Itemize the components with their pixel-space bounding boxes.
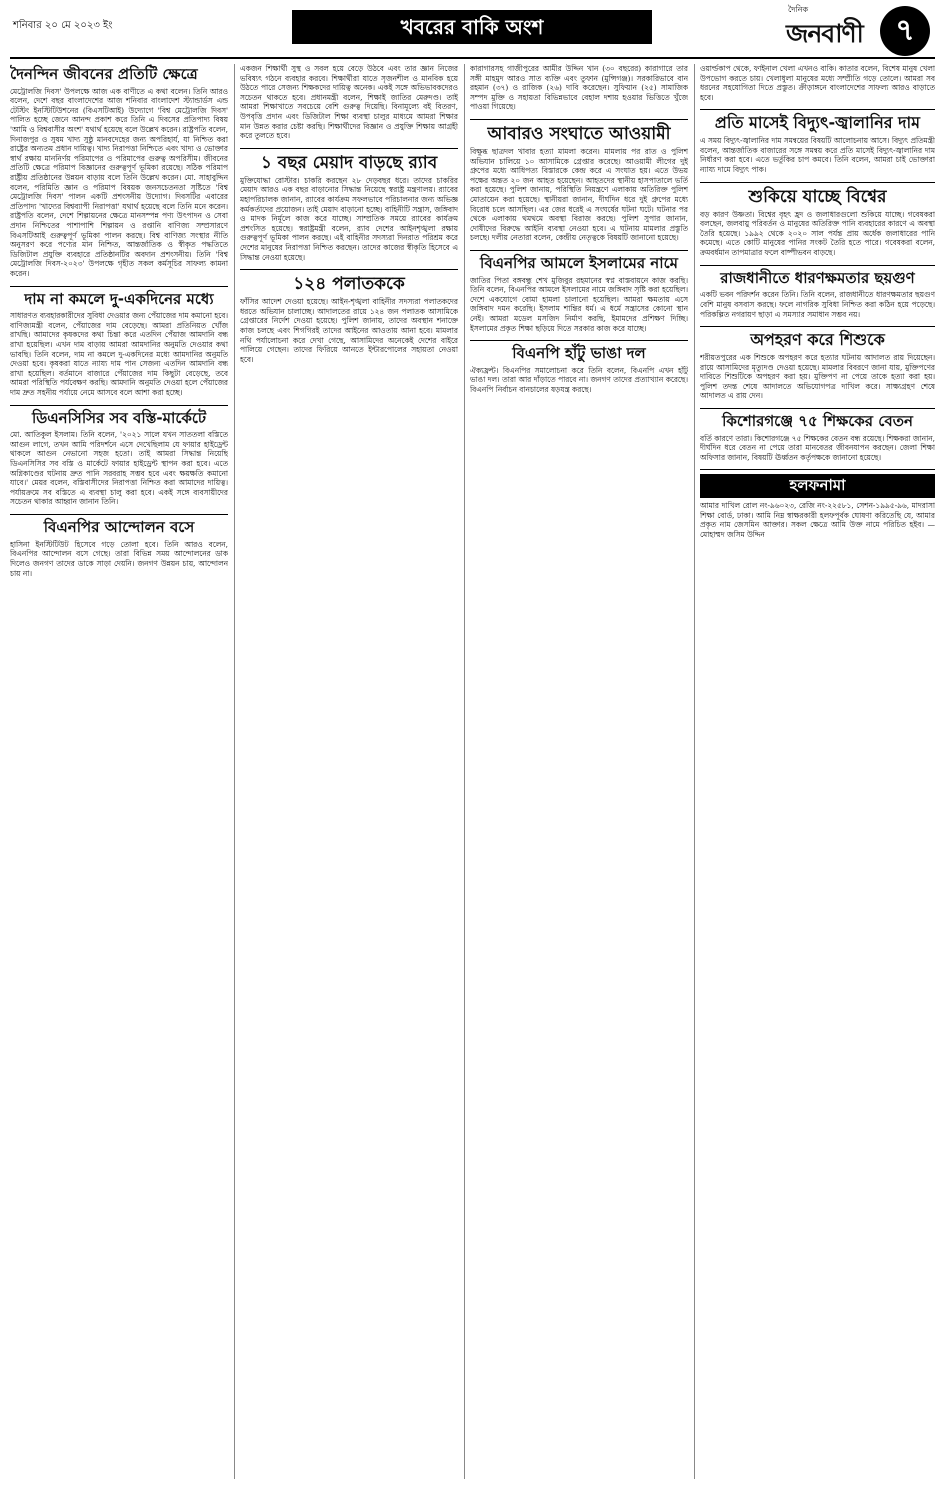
- article-body: বিক্ষুব্ধ ছাত্রদল খাবার হত্যা মামলা করেন। মামলায় পর রাত ও পুলিশ অভিযান চালিয়ে ১০ আসামিকে গ্রেপ্তার করেছে। আওয়ামী লীগের দুই গ্রুপের মধ্যে আধিপত্য বিস্তারকে কেন্দ্র করে এ সংঘাত হয়। এতে উভয় পক্ষের অন্তত ২০ জন আহত হয়েছেন। আহতদের স্থানীয় হাসপাতালে ভর্তি করা হয়েছে। পুলিশ জানায়, পরিস্থিতি নিয়ন্ত্রণে এলাকায় অতিরিক্ত পুলিশ মোতায়েন করা হয়েছে। স্থানীয়রা জানান, দীর্ঘদিন ধরে দুই গ্রুপের মধ্যে বিরোধ চলে আসছিল। এর জের ধরেই এ সংঘর্ষের ঘটনা ঘটে। ঘটনার পর থেকে এলাকায় থমথমে অবস্থা বিরাজ করছে। পুলিশ সুপার জানান, দোষীদের বিরুদ্ধে আইনি ব্যবস্থা নেওয়া হবে। এ ঘটনায় মামলার প্রস্তুতি চলছে। দলীয় নেতারা বলেন, কেন্দ্রীয় নেতৃত্বকে বিষয়টি জানানো হয়েছে।: [470, 147, 688, 243]
- article-divider: [700, 265, 935, 266]
- article-headline: বিএনপির আমলে ইসলামের নামে: [480, 253, 678, 272]
- article-headline: কিশোরগঞ্জে ৭৫ শিক্ষকের বেতন: [722, 411, 913, 430]
- article-headline: আবারও সংঘাতে আওয়ামী: [487, 123, 671, 144]
- article-headline: ডিএনসিসির সব বস্তি-মার্কেটে: [31, 408, 207, 427]
- article-divider: [470, 250, 688, 251]
- article-divider: [700, 408, 935, 409]
- news-article: [10, 64, 228, 279]
- article-divider: [470, 119, 688, 120]
- news-article: [700, 405, 935, 462]
- article-body: শরীয়তপুরের এক শিশুকে অপহরণ করে হত্যার ঘটনায় আদালত রায় দিয়েছেন। রায়ে আসামিদের মৃত্যুদণ্ড দেওয়া হয়েছে। মামলার বিবরণে জানা যায়, মুক্তিপণের দাবিতে শিশুটিকে অপহরণ করা হয়। মুক্তিপণ না পেয়ে তাকে হত্যা করা হয়। পুলিশ তদন্ত শেষে আদালতে অভিযোগপত্র দাখিল করে। সাক্ষ্যগ্রহণ শেষে আদালত এ রায় দেন।: [700, 352, 935, 401]
- article-divider: [10, 405, 228, 406]
- news-article: [240, 64, 458, 141]
- article-body: জাতির পিতা বঙ্গবন্ধু শেখ মুজিবুর রহমানের স্বপ্ন বাস্তবায়নে কাজ করছি। তিনি বলেন, বিএনপির আমলে ইসলামের নামে জঙ্গিবাদ সৃষ্টি করা হয়েছিল। দেশে একযোগে বোমা হামলা চালানো হয়েছিল। আমরা ক্ষমতায় এসে জঙ্গিবাদ দমন করেছি। ইসলাম শান্তির ধর্ম। এ ধর্মে সন্ত্রাসের কোনো স্থান নেই। আমরা মডেল মসজিদ নির্মাণ করছি, ইমামদের প্রশিক্ষণ দিচ্ছি। ইসলামের প্রকৃত শিক্ষা ছড়িয়ে দিতে সরকার কাজ করে যাচ্ছে।: [470, 275, 688, 333]
- news-article: [10, 511, 228, 578]
- article-body: মো. আতিকুল ইসলাম। তিনি বলেন, '২০২১ সালে যখন সাততলা বস্তিতে আগুন লাগে, তখন আমি পরিদর্শনে এসে দেখেছিলাম যে ফায়ার হাইড্রেন্ট থাকলে আগুন নেভানো সহজ হতো। তাই আমরা সিদ্ধান্ত নিয়েছি ডিএনসিসির সব বস্তি ও মার্কেটে ফায়ার হাইড্রেন্ট স্থাপন করা হবে। এতে অগ্নিকাণ্ডের ঘটনায় দ্রুত পানি সরবরাহ সম্ভব হবে এবং ক্ষয়ক্ষতি কমানো যাবে।' মেয়র বলেন, বস্তিবাসীদের নিরাপত্তা নিশ্চিত করা আমাদের দায়িত্ব। পর্যায়ক্রমে সব বস্তিতে এ ব্যবস্থা চালু করা হবে। একই সঙ্গে ব্যবসায়ীদের সচেতন থাকার আহ্বান জানান তিনি।: [10, 430, 228, 507]
- news-article: [700, 179, 935, 258]
- article-body: কারাগারসহ গাজীপুরের আমীর উদ্দিন খান (৩০ বছরের) কারাগারে তার সঙ্গী মাহমুদ আরও সাত ব্যক্তি এবং তুফান (মুন্সিগঞ্জ)। সরকারিভাবে বান রহমান (৩৭) ও রাজিক (২৬) দাবি করেছেন। সুফিয়ান (২৫) সামাজিক সম্পদ মুক্তি ও সহায়তা বিভিন্নভাবে বেহাল দশায় হওয়ার ভিত্তিতে খুঁজে পাওয়া গিয়েছে।: [470, 64, 688, 112]
- section-title: খবরের বাকি অংশ: [292, 10, 652, 44]
- article-body: মুক্তিযোদ্ধা রোস্টার। চাকরি করছেন ২৮ দেড়বছর ধরে। তাদের চাকরির মেয়াদ আরও এক বছর বাড়ানোর সিদ্ধান্ত নিয়েছে স্বরাষ্ট্র মন্ত্রণালয়। র‍্যাবের মহাপরিচালক জানান, র‍্যাবের কার্যক্রম সফলভাবে পরিচালনার জন্য অভিজ্ঞ কর্মকর্তাদের প্রয়োজন। তাই মেয়াদ বাড়ানো হচ্ছে। বাহিনীটি সন্ত্রাস, জঙ্গিবাদ ও মাদক নির্মূলে কাজ করে যাচ্ছে। সাম্প্রতিক সময়ে র‍্যাবের কার্যক্রম প্রশংসিত হয়েছে। স্বরাষ্ট্রমন্ত্রী বলেন, র‍্যাব দেশের আইনশৃঙ্খলা রক্ষায় গুরুত্বপূর্ণ ভূমিকা পালন করছে। এই বাহিনীর সদস্যরা দিনরাত পরিশ্রম করে দেশের মানুষের নিরাপত্তা নিশ্চিত করছেন। তাদের কাজের স্বীকৃতি হিসেবে এ সিদ্ধান্ত নেওয়া হয়েছে।: [240, 175, 458, 262]
- article-divider: [700, 182, 935, 183]
- news-article: [470, 64, 688, 112]
- news-article: [470, 116, 688, 243]
- column-divider: [694, 64, 695, 1479]
- column-2: [240, 64, 458, 1479]
- article-headline: শুকিয়ে যাচ্ছে বিশ্বের: [748, 186, 887, 207]
- news-article: [10, 283, 228, 398]
- daily-label: দৈনিক: [788, 5, 809, 14]
- article-body: ওয়ার্ল্ডকাপ থেকে, ফাইনাল খেলা এখনও বাকি। কাতার বলেন, বিশেষ মানুষ খেলা উপভোগ করতে চায়। খেলাধুলা মানুষের মধ্যে সম্প্রীতি গড়ে তোলে। আমরা সব ধরনের সহযোগিতা দিতে প্রস্তুত। ক্রীড়াঙ্গনে বাংলাদেশের সাফল্য আরও বাড়াতে হবে।: [700, 64, 935, 102]
- news-article: [240, 145, 458, 262]
- article-body: সাধারণত ব্যবহারকারীদের সুবিধা দেওয়ার জন্য পেঁয়াজের দাম কমানো হবে। বাণিজ্যমন্ত্রী বলেন, পেঁয়াজের দাম বেড়েছে। আমরা প্রতিনিয়ত খোঁজ রাখছি। আমাদের কৃষকদের কথা চিন্তা করে এতদিন পেঁয়াজ আমদানি বন্ধ রাখা হয়েছিল। এখন দাম বাড়ায় আমরা আমদানির অনুমতি দেওয়ার কথা ভাবছি। তিনি বলেন, দাম না কমলে দু-একদিনের মধ্যে আমদানির অনুমতি দেওয়া হবে। কৃষকরা যাতে ন্যায্য দাম পান সেজন্য এতদিন আমদানি বন্ধ রাখা হয়েছিল। বর্তমানে বাজারে পেঁয়াজের দাম কিছুটা বেড়েছে, তবে আমরা পরিস্থিতি পর্যবেক্ষণ করছি। আমদানি অনুমতি দেওয়া হলে পেঁয়াজের দাম দ্রুত সহনীয় পর্যায়ে নেমে আসবে বলে আশা করা হচ্ছে।: [10, 311, 228, 397]
- article-body: ঐক্যফ্রন্ট। বিএনপির সমালোচনা করে তিনি বলেন, বিএনপি এখন হাঁটু ভাঙা দল। তারা আর দাঁড়াতে পারবে না। জনগণ তাদের প্রত্যাখ্যান করেছে। বিএনপি নির্বাচন বানচালের ষড়যন্ত্র করছে।: [470, 365, 688, 395]
- article-headline: প্রতি মাসেই বিদ্যুৎ-জ্বালানির দাম: [714, 113, 921, 133]
- article-divider: [10, 286, 228, 287]
- header-divider: [10, 57, 935, 59]
- article-headline: অপহরণ করে শিশুকে: [750, 330, 885, 350]
- article-body: মেট্রোলজি দিবস' উপলক্ষে আজ এক বাণীতে এ কথা বলেন। তিনি আরও বলেন, দেশে বছর বাংলাদেশের আজ শনিবার বাংলাদেশ স্ট্যান্ডার্ডস এন্ড টেস্টিং ইনস্টিটিউশনের (বিএসটিআই) উদ্যোগে 'বিশ্ব মেট্রোলজি দিবস' পালিত হচ্ছে জেনে আনন্দ প্রকাশ করে তিনি এ দিবসের প্রতিপাদ্য বিষয় 'আমি ও বিশ্ববাসীর অংশ' যথার্থ হয়েছে বলে উল্লেখ করেন। রাষ্ট্রপতি বলেন, দিনাজপুর ও সুষম খাদ্য সুষ্ঠু মানবদেহের জন্য অপরিহার্য, যা নিশ্চিত করা রাষ্ট্রের অন্যতম প্রধান দায়িত্ব। খাদ্য নিরাপত্তা নিশ্চিতে এবং খাদ্য ও ভোক্তার স্বার্থ রক্ষায় মাননির্ণয় পরিমাপের ও পরিমাপের গুরুত্ব অপরিসীম। জীবনের প্রতিটি ক্ষেত্রে পরিমাপ বিজ্ঞানের গুরুত্বপূর্ণ ভূমিকা রয়েছে। সঠিক পরিমাপ রাষ্ট্রীয় প্রতিষ্ঠানের উন্নয়ন বাড়ায় বলে তিনি উল্লেখ করেন। মো. সাহাবুদ্দিন বলেন, পরিমিতি জ্ঞান ও পরিমাপ বিষয়ক জনসচেতনতা সৃষ্টিতে 'বিশ্ব মেট্রোলজি দিবস' পালন একটি প্রশংসনীয় উদ্যোগ। দিবসটির এবারের প্রতিপাদ্য 'খাদ্যের বিশ্বব্যাপী নিরাপত্তা' যথার্থ হয়েছে বলে তিনি মনে করেন। রাষ্ট্রপতি বলেন, দেশে শিল্পায়নের ক্ষেত্রে মানসম্পন্ন পণ্য উৎপাদন ও সেবা প্রদান নিশ্চিতের পাশাপাশি শিল্পায়ন ও রপ্তানি বাণিজ্য সম্প্রসারণে বিএসটিআই গুরুত্বপূর্ণ ভূমিকা পালন করছে। বিশ্ব বাণিজ্য সংস্থার নীতি অনুসরণ করে পণ্যের মান নিশ্চিত, আন্তর্জাতিক ও স্বীকৃত পদ্ধতিতে ডিজিটাল প্রযুক্তি ব্যবহারে প্রতিষ্ঠানটির অবদান প্রশংসনীয়। তিনি 'বিশ্ব মেট্রোলজি দিবস-২০২৩' উপলক্ষে গৃহীত সকল কর্মসূচির সাফল্য কামনা করেন।: [10, 86, 228, 278]
- page-number-badge: ৭: [880, 6, 930, 56]
- article-body: ফাঁসির আদেশ দেওয়া হয়েছে। আইন-শৃঙ্খলা বাহিনীর সদস্যরা পলাতকদের ধরতে অভিযান চালাচ্ছে। আদালতের রায়ে ১২৪ জন পলাতক আসামিকে গ্রেপ্তারের নির্দেশ দেওয়া হয়েছে। পুলিশ জানায়, তাদের অবস্থান শনাক্তে কাজ চলছে এবং শিগগিরই তাদের আইনের আওতায় আনা হবে। মামলার নথি পর্যালোচনা করে দেখা গেছে, আসামিদের অনেকেই দেশের বাইরে পালিয়ে গেছেন। তাদের ফিরিয়ে আনতে ইন্টারপোলের সহায়তা নেওয়া হবে।: [240, 297, 458, 364]
- article-headline: বিএনপি হাঁটু ভাঙা দল: [512, 344, 646, 363]
- news-article: [700, 466, 935, 539]
- article-body: বড় কারণ উষ্ণতা। বিশ্বের বৃহৎ হ্রদ ও জলাধারগুলো শুকিয়ে যাচ্ছে। গবেষকরা বলছেন, জলবায়ু পরিবর্তন ও মানুষের অতিরিক্ত পানি ব্যবহারের কারণে এ অবস্থা তৈরি হয়েছে। ১৯৯২ থেকে ২০২০ সাল পর্যন্ত প্রায় অর্ধেক জলাধারের পানি কমেছে। এতে কোটি মানুষের পানির সংকট তৈরি হতে পারে। গবেষকরা বলেন, ক্রমবর্ধমান তাপমাত্রার ফলে বাষ্পীভবন বাড়ছে।: [700, 209, 935, 258]
- column-divider: [234, 64, 235, 1479]
- article-divider: [240, 269, 458, 270]
- article-body: আমার দাখিল রোল নং-৯৬০২৩, রেজি নং-২২৫৮১, সেশন-১৯৯৫-৯৬, মাদরাসা শিক্ষা বোর্ড, ঢাকা। আমি নিম্ন স্বাক্ষরকারী হলফপূর্বক ঘোষণা করিতেছি যে, আমার প্রকৃত নাম জেসমিন আক্তার। সকল ক্ষেত্রে আমি উক্ত নামে পরিচিত হইব। — মোহাম্মদ জসিম উদ্দিন: [700, 501, 935, 539]
- article-divider: [700, 326, 935, 327]
- article-body: হাসিনা ইনস্টিটিউট হিসেবে গড়ে তোলা হবে। তিনি আরও বলেন, বিএনপির আন্দোলন বসে গেছে। তারা বিভিন্ন সময় আন্দোলনের ডাক দিলেও জনগণ তাদের ডাকে সাড়া দেয়নি। জনগণ উন্নয়ন চায়, আন্দোলন চায় না।: [10, 539, 228, 578]
- column-1: [10, 64, 228, 1479]
- article-headline: দৈনন্দিন জীবনের প্রতিটি ক্ষেত্রে: [10, 65, 198, 83]
- article-body: এ সময় বিদ্যুৎ-জ্বালানির দাম সমন্বয়ের বিষয়টি আলোচনায় আসে। বিদ্যুৎ প্রতিমন্ত্রী বলেন, আন্তর্জাতিক বাজারের সঙ্গে সমন্বয় করে প্রতি মাসেই বিদ্যুৎ-জ্বালানির দাম নির্ধারণ করা হবে। এতে ভর্তুকির চাপ কমবে। তিনি বলেন, আমরা চাই ভোক্তারা ন্যায্য দামে বিদ্যুৎ পাক।: [700, 136, 935, 175]
- article-headline: বিএনপির আন্দোলন বসে: [43, 518, 195, 537]
- news-article: [700, 106, 935, 174]
- column-3: [470, 64, 688, 1479]
- news-article: [470, 337, 688, 394]
- article-divider: [700, 469, 935, 470]
- article-divider: [240, 148, 458, 149]
- news-article: [10, 402, 228, 507]
- article-body: একটি ভবন পরিদর্শন করেন তিনি। তিনি বলেন, রাজধানীতে ধারণক্ষমতার ছয়গুণ বেশি মানুষ বসবাস করছে। ফলে নাগরিক সুবিধা নিশ্চিত করা কঠিন হয়ে পড়েছে। পরিকল্পিত নগরায়ণ ছাড়া এ সমস্যার সমাধান সম্ভব নয়।: [700, 290, 935, 319]
- article-body: বর্তি কারণে তারা। কিশোরগঞ্জে ৭৫ শিক্ষকের বেতন বন্ধ রয়েছে। শিক্ষকরা জানান, দীর্ঘদিন ধরে বেতন না পেয়ে তারা মানবেতর জীবনযাপন করছেন। জেলা শিক্ষা অফিসার জানান, বিষয়টি ঊর্ধ্বতন কর্তৃপক্ষকে জানানো হয়েছে।: [700, 433, 935, 462]
- article-body: একজন শিক্ষার্থী সুস্থ ও সবল হয়ে বেড়ে উঠবে এবং তার জ্ঞান নিজের ভবিষ্যৎ গঠনে ব্যবহার করবে। শিক্ষার্থীরা যাতে সৃজনশীল ও মানবিক হয়ে উঠতে পারে সেজন্য শিক্ষকদের দায়িত্ব অনেক। একই সঙ্গে অভিভাবকদেরও সচেতন থাকতে হবে। প্রধানমন্ত্রী বলেন, শিক্ষাই জাতির মেরুদণ্ড। তাই আমরা শিক্ষাখাতে সবচেয়ে বেশি গুরুত্ব দিয়েছি। বিনামূল্যে বই বিতরণ, উপবৃত্তি প্রদান এবং ডিজিটাল শিক্ষা ব্যবস্থা চালুর মাধ্যমে আমরা শিক্ষার মান উন্নত করার চেষ্টা করছি। শিক্ষার্থীদের বিজ্ঞান ও প্রযুক্তি শিক্ষায় আগ্রহী করে তুলতে হবে।: [240, 64, 458, 141]
- article-headline: ১ বছর মেয়াদ বাড়ছে র‍্যাব: [260, 152, 438, 173]
- news-article: [700, 323, 935, 401]
- article-divider: [470, 340, 688, 341]
- article-divider: [700, 109, 935, 110]
- news-article: [700, 262, 935, 319]
- column-4: [700, 64, 935, 1479]
- issue-date: শনিবার ২০ মে ২০২৩ ইং: [13, 20, 113, 31]
- news-article: [240, 266, 458, 364]
- article-headline: ১২৪ পলাতককে: [293, 274, 405, 295]
- column-divider: [464, 64, 465, 1479]
- news-article: [700, 64, 935, 102]
- article-divider: [10, 514, 228, 515]
- newspaper-logo: জনবাণী: [786, 19, 863, 48]
- article-headline: হলফনামা: [700, 474, 935, 498]
- article-headline: রাজধানীতে ধারণক্ষমতার ছয়গুণ: [720, 268, 915, 287]
- news-article: [470, 247, 688, 333]
- article-headline: দাম না কমলে দু-একদিনের মধ্যে: [24, 289, 214, 308]
